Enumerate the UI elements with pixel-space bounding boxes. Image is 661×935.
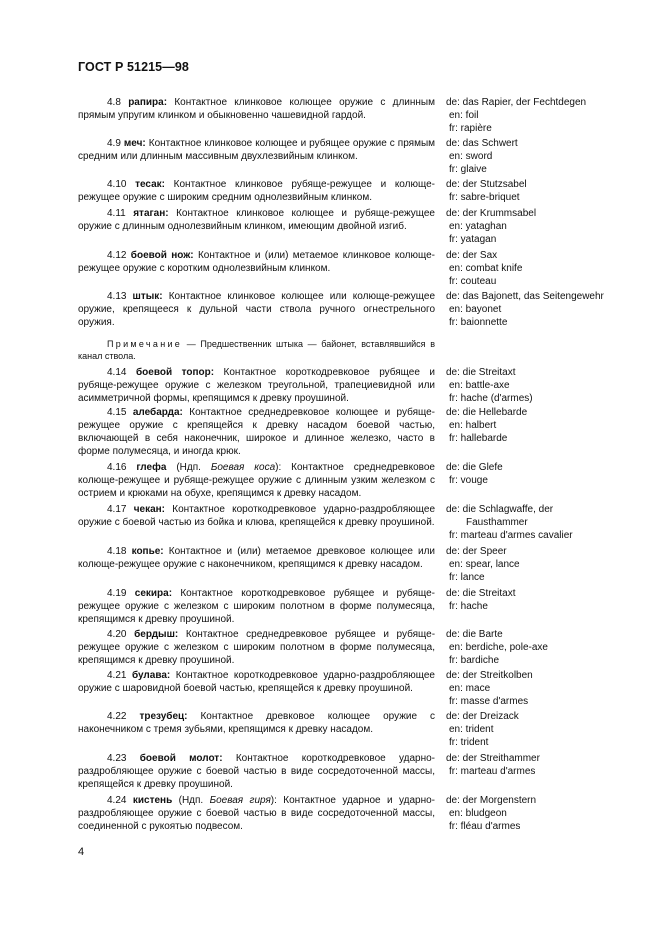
document-header: ГОСТ Р 51215—98 bbox=[78, 60, 189, 74]
page-number: 4 bbox=[78, 846, 85, 858]
